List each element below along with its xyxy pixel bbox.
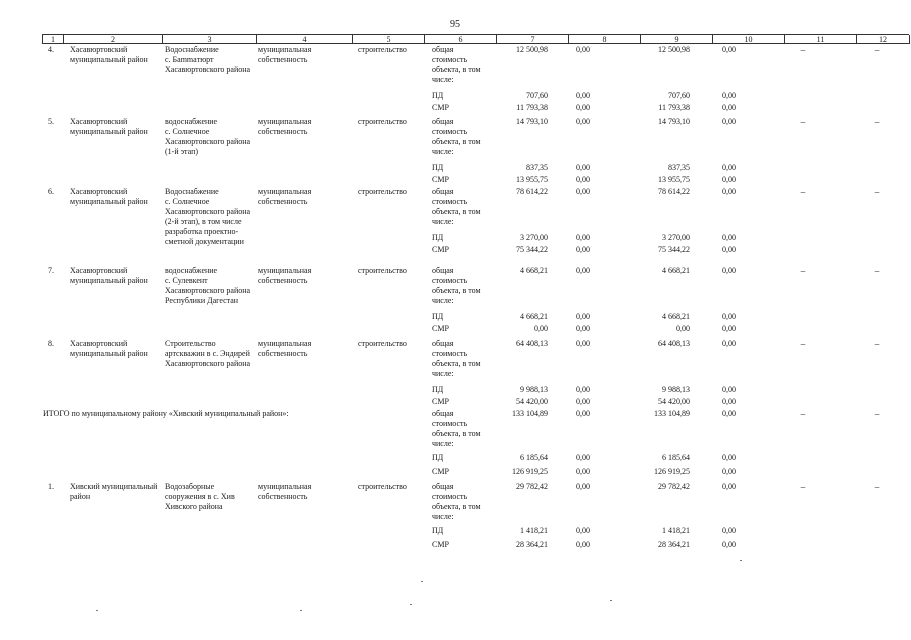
value-col11: – bbox=[800, 117, 806, 127]
cost-label: числе: bbox=[432, 296, 454, 305]
object-name: (2-й этап), в том числе bbox=[165, 217, 242, 226]
pd-label: ПД bbox=[432, 233, 444, 242]
object-name: Хивского района bbox=[165, 502, 223, 511]
value-col8: 0,00 bbox=[576, 467, 590, 476]
ownership-type: собственность bbox=[258, 492, 308, 501]
cost-label: общая bbox=[432, 117, 454, 126]
header-cell: 7 bbox=[497, 35, 569, 44]
row-number: 4. bbox=[48, 45, 54, 54]
cost-label: общая bbox=[432, 482, 454, 491]
ownership-type: муниципальная bbox=[258, 45, 312, 54]
header-cell: 2 bbox=[64, 35, 163, 44]
cost-label: общая bbox=[432, 45, 454, 54]
district-name: Хасавюртовский bbox=[70, 266, 128, 275]
value-col11: – bbox=[800, 187, 806, 197]
header-cell: 11 bbox=[785, 35, 857, 44]
cost-label: стоимость bbox=[432, 419, 468, 428]
value-col9: 0,00 bbox=[676, 324, 690, 333]
smr-label: СМР bbox=[432, 103, 449, 112]
value-col8: 0,00 bbox=[576, 324, 590, 333]
row-number: 1. bbox=[48, 482, 54, 491]
object-name: с. Солнечное bbox=[165, 197, 210, 206]
object-name: Водоснабжение bbox=[165, 45, 219, 54]
cost-label: стоимость bbox=[432, 55, 468, 64]
value-col10: 0,00 bbox=[722, 91, 736, 100]
value-col10: 0,00 bbox=[722, 385, 736, 394]
cost-label: стоимость bbox=[432, 197, 468, 206]
row-number: 7. bbox=[48, 266, 54, 275]
value-col11: – bbox=[800, 45, 806, 55]
value-col12: – bbox=[874, 266, 880, 276]
value-col8: 0,00 bbox=[576, 245, 590, 254]
value-col7: 28 364,21 bbox=[516, 540, 548, 549]
value-col7: 54 420,00 bbox=[516, 397, 548, 406]
row-number: 8. bbox=[48, 339, 54, 348]
pd-label: ПД bbox=[432, 91, 444, 100]
value-col8: 0,00 bbox=[576, 233, 590, 242]
value-col7: 4 668,21 bbox=[520, 312, 548, 321]
pd-label: ПД bbox=[432, 163, 444, 172]
itogo-label: ИТОГО по муниципальному району «Хивский муниципальный район»: bbox=[43, 409, 289, 418]
cost-label: числе: bbox=[432, 217, 454, 226]
value-col8: 0,00 bbox=[576, 91, 590, 100]
value-col9: 4 668,21 bbox=[662, 266, 690, 275]
district-name: Хивский муниципальный bbox=[70, 482, 158, 491]
value-col10: 0,00 bbox=[722, 409, 736, 418]
value-col7: 64 408,13 bbox=[516, 339, 548, 348]
cost-label: стоимость bbox=[432, 492, 468, 501]
cost-label: объекта, в том bbox=[432, 286, 481, 295]
value-col10: 0,00 bbox=[722, 45, 736, 54]
value-col10: 0,00 bbox=[722, 339, 736, 348]
row-number: 5. bbox=[48, 117, 54, 126]
cost-label: объекта, в том bbox=[432, 65, 481, 74]
object-name: Строительство bbox=[165, 339, 216, 348]
value-col10: 0,00 bbox=[722, 482, 736, 491]
value-col9: 707,60 bbox=[668, 91, 690, 100]
cost-label: объекта, в том bbox=[432, 207, 481, 216]
ownership-type: муниципальная bbox=[258, 187, 312, 196]
value-col7: 133 104,89 bbox=[512, 409, 548, 418]
work-type: строительство bbox=[358, 482, 407, 491]
pd-label: ПД bbox=[432, 385, 444, 394]
object-name: Хасавюртовского района bbox=[165, 207, 251, 216]
smr-label: СМР bbox=[432, 324, 449, 333]
value-col8: 0,00 bbox=[576, 45, 590, 54]
value-col12: – bbox=[874, 409, 880, 419]
value-col7: 4 668,21 bbox=[520, 266, 548, 275]
object-name: сооружения в с. Хив bbox=[165, 492, 235, 501]
work-type: строительство bbox=[358, 45, 407, 54]
cost-label: объекта, в том bbox=[432, 429, 481, 438]
ownership-type: муниципальная bbox=[258, 339, 312, 348]
value-col9: 4 668,21 bbox=[662, 312, 690, 321]
value-col8: 0,00 bbox=[576, 482, 590, 491]
district-name: Хасавюртовский bbox=[70, 339, 128, 348]
value-col10: 0,00 bbox=[722, 467, 736, 476]
value-col9: 64 408,13 bbox=[658, 339, 690, 348]
value-col7: 78 614,22 bbox=[516, 187, 548, 196]
value-col9: 29 782,42 bbox=[658, 482, 690, 491]
value-col8: 0,00 bbox=[576, 175, 590, 184]
value-col10: 0,00 bbox=[722, 266, 736, 275]
value-col7: 1 418,21 bbox=[520, 526, 548, 535]
value-col7: 6 185,64 bbox=[520, 453, 548, 462]
district-name: муниципальный район bbox=[70, 55, 148, 64]
district-name: Хасавюртовский bbox=[70, 187, 128, 196]
object-name: Хасавюртовского района bbox=[165, 286, 251, 295]
value-col10: 0,00 bbox=[722, 324, 736, 333]
value-col8: 0,00 bbox=[576, 187, 590, 196]
district-name: Хасавюртовский bbox=[70, 117, 128, 126]
smr-label: СМР bbox=[432, 397, 449, 406]
cost-label: общая bbox=[432, 266, 454, 275]
value-col10: 0,00 bbox=[722, 245, 736, 254]
value-col9: 126 919,25 bbox=[654, 467, 690, 476]
smr-label: СМР bbox=[432, 540, 449, 549]
value-col9: 54 420,00 bbox=[658, 397, 690, 406]
value-col7: 29 782,42 bbox=[516, 482, 548, 491]
cost-label: объекта, в том bbox=[432, 502, 481, 511]
district-name: район bbox=[70, 492, 91, 501]
value-col7: 837,35 bbox=[526, 163, 548, 172]
cost-label: общая bbox=[432, 409, 454, 418]
value-col9: 9 988,13 bbox=[662, 385, 690, 394]
value-col10: 0,00 bbox=[722, 175, 736, 184]
value-col8: 0,00 bbox=[576, 397, 590, 406]
cost-label: стоимость bbox=[432, 349, 468, 358]
page-number: 95 bbox=[450, 19, 460, 30]
value-col9: 14 793,10 bbox=[658, 117, 690, 126]
work-type: строительство bbox=[358, 339, 407, 348]
value-col11: – bbox=[800, 266, 806, 276]
value-col10: 0,00 bbox=[722, 103, 736, 112]
ownership-type: собственность bbox=[258, 349, 308, 358]
value-col12: – bbox=[874, 482, 880, 492]
value-col9: 3 270,00 bbox=[662, 233, 690, 242]
value-col9: 12 500,98 bbox=[658, 45, 690, 54]
row-number: 6. bbox=[48, 187, 54, 196]
value-col7: 0,00 bbox=[534, 324, 548, 333]
table-header-row bbox=[42, 34, 909, 44]
value-col8: 0,00 bbox=[576, 103, 590, 112]
district-name: муниципальный район bbox=[70, 197, 148, 206]
ownership-type: муниципальная bbox=[258, 266, 312, 275]
pd-label: ПД bbox=[432, 526, 444, 535]
object-name: Республики Дагестан bbox=[165, 296, 239, 305]
value-col10: 0,00 bbox=[722, 187, 736, 196]
scan-speck bbox=[300, 610, 302, 611]
value-col12: – bbox=[874, 339, 880, 349]
value-col10: 0,00 bbox=[722, 526, 736, 535]
value-col8: 0,00 bbox=[576, 266, 590, 275]
header-cell: 10 bbox=[713, 35, 785, 44]
object-name: Хасавюртовского района bbox=[165, 359, 251, 368]
district-name: муниципальный район bbox=[70, 127, 148, 136]
value-col12: – bbox=[874, 187, 880, 197]
cost-label: числе: bbox=[432, 512, 454, 521]
value-col9: 1 418,21 bbox=[662, 526, 690, 535]
ownership-type: муниципальная bbox=[258, 117, 312, 126]
object-name: водоснабжение bbox=[165, 266, 218, 275]
value-col9: 13 955,75 bbox=[658, 175, 690, 184]
object-name: артскважин в с. Эндирей bbox=[165, 349, 250, 358]
value-col8: 0,00 bbox=[576, 385, 590, 394]
object-name: с. Солнечное bbox=[165, 127, 210, 136]
value-col11: – bbox=[800, 482, 806, 492]
header-cell: 9 bbox=[641, 35, 713, 44]
smr-label: СМР bbox=[432, 245, 449, 254]
ownership-type: собственность bbox=[258, 197, 308, 206]
cost-label: общая bbox=[432, 187, 454, 196]
value-col8: 0,00 bbox=[576, 526, 590, 535]
work-type: строительство bbox=[358, 117, 407, 126]
object-name: (1-й этап) bbox=[165, 147, 199, 156]
work-type: строительство bbox=[358, 266, 407, 275]
value-col8: 0,00 bbox=[576, 117, 590, 126]
object-name: с. Бammaтюрт bbox=[165, 55, 214, 64]
cost-label: стоимость bbox=[432, 276, 468, 285]
object-name: Водозаборные bbox=[165, 482, 215, 491]
header-cell: 8 bbox=[569, 35, 641, 44]
object-name: с. Сулевкент bbox=[165, 276, 208, 285]
cost-label: числе: bbox=[432, 439, 454, 448]
header-cell: 1 bbox=[43, 35, 64, 44]
object-name: Хасавюртовского района bbox=[165, 65, 251, 74]
object-name: сметной документации bbox=[165, 237, 244, 246]
value-col9: 837,35 bbox=[668, 163, 690, 172]
scan-speck bbox=[740, 560, 742, 561]
value-col10: 0,00 bbox=[722, 540, 736, 549]
ownership-type: муниципальная bbox=[258, 482, 312, 491]
district-name: Хасавюртовский bbox=[70, 45, 128, 54]
value-col7: 13 955,75 bbox=[516, 175, 548, 184]
value-col9: 133 104,89 bbox=[654, 409, 690, 418]
value-col12: – bbox=[874, 117, 880, 127]
cost-label: объекта, в том bbox=[432, 137, 481, 146]
district-name: муниципальный район bbox=[70, 349, 148, 358]
value-col7: 12 500,98 bbox=[516, 45, 548, 54]
object-name: водоснабжение bbox=[165, 117, 218, 126]
value-col8: 0,00 bbox=[576, 409, 590, 418]
cost-label: стоимость bbox=[432, 127, 468, 136]
value-col9: 28 364,21 bbox=[658, 540, 690, 549]
value-col8: 0,00 bbox=[576, 339, 590, 348]
header-cell: 3 bbox=[163, 35, 257, 44]
value-col7: 126 919,25 bbox=[512, 467, 548, 476]
value-col9: 6 185,64 bbox=[662, 453, 690, 462]
scan-speck bbox=[96, 610, 98, 611]
value-col8: 0,00 bbox=[576, 312, 590, 321]
ownership-type: собственность bbox=[258, 276, 308, 285]
value-col12: – bbox=[874, 45, 880, 55]
cost-label: общая bbox=[432, 339, 454, 348]
ownership-type: собственность bbox=[258, 127, 308, 136]
value-col10: 0,00 bbox=[722, 163, 736, 172]
object-name: разработка проектно- bbox=[165, 227, 239, 236]
value-col7: 75 344,22 bbox=[516, 245, 548, 254]
scan-speck bbox=[410, 604, 412, 605]
value-col10: 0,00 bbox=[722, 453, 736, 462]
cost-label: числе: bbox=[432, 75, 454, 84]
district-name: муниципальный район bbox=[70, 276, 148, 285]
value-col7: 14 793,10 bbox=[516, 117, 548, 126]
smr-label: СМР bbox=[432, 467, 449, 476]
header-cell: 6 bbox=[425, 35, 497, 44]
value-col9: 75 344,22 bbox=[658, 245, 690, 254]
cost-label: объекта, в том bbox=[432, 359, 481, 368]
value-col10: 0,00 bbox=[722, 312, 736, 321]
value-col10: 0,00 bbox=[722, 233, 736, 242]
value-col8: 0,00 bbox=[576, 540, 590, 549]
ownership-type: собственность bbox=[258, 55, 308, 64]
value-col10: 0,00 bbox=[722, 397, 736, 406]
pd-label: ПД bbox=[432, 312, 444, 321]
pd-label: ПД bbox=[432, 453, 444, 462]
header-cell: 4 bbox=[257, 35, 353, 44]
object-name: Хасавюртовского района bbox=[165, 137, 251, 146]
value-col11: – bbox=[800, 339, 806, 349]
value-col9: 78 614,22 bbox=[658, 187, 690, 196]
value-col9: 11 793,38 bbox=[658, 103, 690, 112]
object-name: Водоснабжение bbox=[165, 187, 219, 196]
scan-speck bbox=[610, 600, 612, 601]
value-col7: 3 270,00 bbox=[520, 233, 548, 242]
value-col8: 0,00 bbox=[576, 163, 590, 172]
value-col11: – bbox=[800, 409, 806, 419]
cost-label: числе: bbox=[432, 147, 454, 156]
value-col7: 707,60 bbox=[526, 91, 548, 100]
value-col10: 0,00 bbox=[722, 117, 736, 126]
cost-label: числе: bbox=[432, 369, 454, 378]
scan-speck bbox=[421, 581, 423, 582]
smr-label: СМР bbox=[432, 175, 449, 184]
header-cell: 5 bbox=[353, 35, 425, 44]
value-col7: 11 793,38 bbox=[516, 103, 548, 112]
value-col8: 0,00 bbox=[576, 453, 590, 462]
header-cell: 12 bbox=[857, 35, 910, 44]
value-col7: 9 988,13 bbox=[520, 385, 548, 394]
work-type: строительство bbox=[358, 187, 407, 196]
